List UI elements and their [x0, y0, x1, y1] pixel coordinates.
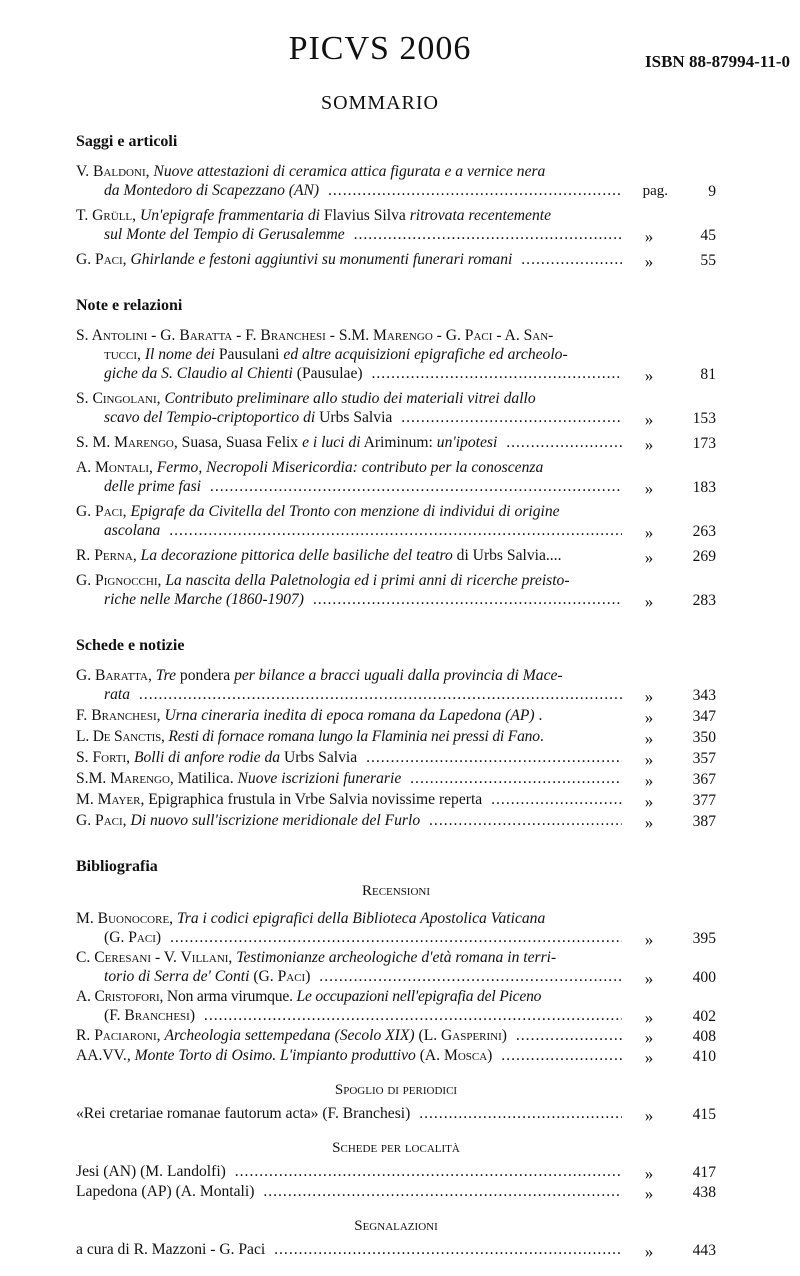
page-number: 400 — [692, 969, 716, 986]
toc-entry[interactable] — [76, 206, 716, 244]
entry-author: S. Forti, — [76, 749, 131, 766]
toc-entry[interactable] — [76, 1240, 716, 1259]
entry-title: Urna cineraria inedita di epoca romana da Lapedona (AP) — [164, 707, 535, 724]
entry-title: La decorazione pittorica delle basiliche del teatro — [140, 547, 453, 564]
entry-author: G. Paci, — [76, 812, 127, 829]
entry-title-cont: riche nelle Marche (1860-1907) — [104, 591, 304, 608]
entry-author: T. Grüll, — [76, 207, 137, 224]
page-number: 417 — [692, 1164, 716, 1181]
entry-reviewer: (G. Paci) — [104, 929, 165, 946]
entry-author: R. Paciaroni, — [76, 1027, 161, 1044]
page-number: 55 — [700, 252, 716, 269]
entry-title: Bolli di anfore rodie da — [133, 749, 281, 766]
page-mark: » — [644, 708, 654, 727]
page-mark: » — [644, 410, 654, 429]
page-number: 415 — [692, 1106, 716, 1123]
entry-title: Ghirlande e festoni aggiuntivi su monumenti funerari romani — [130, 251, 513, 268]
page-number: 153 — [692, 410, 716, 427]
entry-title-roman: «Rei cretariae romanae fautorum acta» (F. Branchesi) — [76, 1105, 414, 1122]
page-number: 387 — [692, 813, 716, 830]
page-number: 343 — [692, 687, 716, 704]
page-number: 395 — [692, 930, 716, 947]
entry-title-roman: Pausulani — [218, 346, 280, 363]
page-number: 9 — [708, 183, 716, 200]
entry-title-roman: Suasa, Suasa Felix — [181, 434, 299, 451]
page-mark: » — [644, 1242, 654, 1261]
page-number: 263 — [692, 523, 716, 540]
entry-title: Fermo, Necropoli Misericordia: contributo per la conoscenza — [156, 459, 544, 476]
entry-author: G. Pignocchi, — [76, 572, 162, 589]
entry-author: F. Branchesi, — [76, 707, 161, 724]
page-mark: » — [644, 366, 654, 385]
isbn: ISBN 88-87994-11-0 — [645, 52, 790, 71]
page-number: 438 — [692, 1184, 716, 1201]
entry-title-cont: scavo del Tempio-criptoportico di — [104, 409, 316, 426]
page-mark: » — [644, 1184, 654, 1203]
entry-title: Archeologia settempedana (Secolo XIX) — [164, 1027, 415, 1044]
toc-entry[interactable] — [76, 1162, 716, 1181]
section-heading-schede: Schede e notizie — [76, 637, 185, 654]
toc-entry[interactable] — [76, 433, 716, 452]
page-number: 357 — [692, 750, 716, 767]
journal-title: PICVS 2006 — [288, 30, 472, 67]
page-number: 183 — [692, 479, 716, 496]
page-number: 408 — [692, 1028, 716, 1045]
entry-title-roman: Ariminum: — [363, 434, 433, 451]
page-number: 377 — [692, 792, 716, 809]
page-mark: » — [644, 523, 654, 542]
entry-title: Monte Torto di Osimo. L'impianto produttivo — [134, 1047, 416, 1064]
entry-reviewer: (F. Branchesi) — [104, 1007, 199, 1024]
entry-title-cont: ascolana — [104, 522, 161, 539]
page-number: 347 — [692, 708, 716, 725]
page-mark: » — [644, 687, 654, 706]
entry-title-roman: pondera — [179, 667, 231, 684]
toc-entry[interactable] — [76, 987, 716, 1025]
toc-entry[interactable] — [76, 571, 716, 609]
page-number: 269 — [692, 548, 716, 565]
entry-title: e i luci di — [302, 434, 361, 451]
entry-title: ritrovata recentemente — [409, 207, 552, 224]
page-mark: » — [644, 813, 654, 832]
toc-entry[interactable] — [76, 748, 716, 767]
page-heading: SOMMARIO — [320, 92, 440, 114]
entry-tail: . — [539, 728, 544, 745]
page-mark: » — [644, 771, 654, 790]
entry-reviewer: (A. Mosca) — [419, 1047, 493, 1064]
page-mark: » — [644, 930, 654, 949]
toc-entry[interactable] — [76, 458, 716, 496]
page-mark: » — [644, 750, 654, 769]
page-mark: » — [644, 729, 654, 748]
toc-entry[interactable] — [76, 502, 716, 540]
section-heading-saggi: Saggi e articoli — [76, 133, 178, 150]
entry-title: ed altre acquisizioni epigrafiche ed archeolo- — [283, 346, 568, 363]
entry-author: V. Baldoni, — [76, 163, 150, 180]
toc-entry[interactable] — [76, 389, 716, 427]
page-mark: » — [644, 792, 654, 811]
page-number: 410 — [692, 1048, 716, 1065]
toc-entry[interactable] — [76, 666, 716, 704]
page-number: 81 — [700, 366, 716, 383]
page-mark: » — [644, 1028, 654, 1047]
page-mark: » — [644, 1048, 654, 1067]
entry-author: A. Cristofori, — [76, 988, 164, 1005]
page-number: 367 — [692, 771, 716, 788]
entry-title: un'ipotesi — [436, 434, 498, 451]
section-heading-note: Note e relazioni — [76, 297, 183, 314]
entry-authors: S. Antolini - G. Baratta - F. Branchesi - S.M. Marengo - G. Paci - A. San- — [76, 327, 554, 344]
entry-author: G. Paci, — [76, 251, 127, 268]
toc-entry[interactable] — [76, 162, 716, 200]
toc-entry[interactable] — [76, 706, 716, 725]
entry-title: Un'epigrafe frammentaria di — [139, 207, 321, 224]
toc-entry[interactable] — [76, 250, 716, 269]
page-mark: » — [644, 227, 654, 246]
entry-title-roman: Epigraphica frustula in Vrbe Salvia novissime reperta — [148, 791, 483, 808]
entry-author: G. Baratta, — [76, 667, 152, 684]
toc-entry[interactable] — [76, 727, 716, 746]
entry-title: Epigrafe da Civitella del Tronto con menzione di individui di origine — [130, 503, 560, 520]
entry-title: Il nome dei — [144, 346, 215, 363]
entry-author: M. Mayer, — [76, 791, 145, 808]
page-mark: » — [644, 1008, 654, 1027]
page-mark: » — [644, 252, 654, 271]
entry-author: M. Buonocore, — [76, 910, 174, 927]
entry-title: Tra i codici epigrafici della Biblioteca Apostolica Vaticana — [176, 910, 546, 927]
entry-title-roman: Flavius Silva — [323, 207, 406, 224]
entry-title-cont: da Montedoro di Scapezzano (AN) — [104, 182, 320, 199]
entry-title-cont: delle prime fasi — [104, 478, 202, 495]
entry-author: S. Cingolani, — [76, 390, 161, 407]
page-number: 45 — [700, 227, 716, 244]
page-number: 173 — [692, 435, 716, 452]
entry-author: S.M. Marengo, — [76, 770, 174, 787]
entry-title: Testimonianze archeologiche d'età romana in terri- — [236, 949, 557, 966]
entry-title-roman: Matilica. — [177, 770, 234, 787]
subheading-recensioni: Recensioni — [361, 883, 431, 899]
entry-title-roman: Urbs Salvia — [283, 749, 358, 766]
page-mark: » — [644, 1106, 654, 1125]
entry-title-cont: sul Monte del Tempio di Gerusalemme — [104, 226, 345, 243]
entry-title: Resti di fornace romana lungo la Flaminia nei pressi di Fano — [168, 728, 540, 745]
entry-title-roman: Jesi (AN) (M. Landolfi) — [76, 1163, 230, 1180]
entry-author: C. Ceresani - V. Villani, — [76, 949, 233, 966]
entry-title: Di nuovo sull'iscrizione meridionale del Furlo — [130, 812, 421, 829]
section-heading-biblio: Bibliografia — [76, 858, 158, 875]
page-number: 443 — [692, 1242, 716, 1259]
entry-title-roman: a cura di R. Mazzoni - G. Paci — [76, 1241, 269, 1258]
entry-reviewer: (L. Gasperini) — [418, 1027, 507, 1044]
entry-title-cont: torio di Serra de' Conti — [104, 968, 250, 985]
entry-title-roman: Lapedona (AP) (A. Montali) — [76, 1183, 258, 1200]
entry-title: Nuove attestazioni di ceramica attica figurata e a vernice nera — [153, 163, 546, 180]
toc-entry[interactable] — [76, 326, 716, 383]
toc-entry[interactable] — [76, 1026, 716, 1045]
entry-tail: . — [538, 707, 543, 724]
page-mark: » — [644, 435, 654, 454]
subheading-spoglio: Spoglio di periodici — [334, 1082, 458, 1098]
toc-entry[interactable] — [76, 1182, 716, 1201]
toc-entry[interactable] — [76, 1046, 716, 1065]
entry-title: Nuove iscrizioni funerarie — [237, 770, 402, 787]
table-of-contents — [76, 132, 716, 1259]
entry-title-roman: (Pausulae) — [296, 365, 363, 382]
toc-entry[interactable] — [76, 811, 716, 830]
subheading-localita: Schede per località — [332, 1140, 460, 1156]
entry-title-roman: di Urbs Salvia.... — [456, 547, 562, 564]
entry-title: per bilance a bracci uguali dalla provincia di Mace- — [234, 667, 563, 684]
entry-author: R. Perna, — [76, 547, 137, 564]
entry-author: S. M. Marengo, — [76, 434, 178, 451]
entry-title: Contributo preliminare allo studio dei materiali vitrei dallo — [164, 390, 536, 407]
entry-title-roman: Non arma virumque. — [166, 988, 293, 1005]
entry-reviewer: (G. Paci) — [253, 968, 311, 985]
entry-title-cont: rata — [104, 686, 130, 703]
toc-entry[interactable] — [76, 909, 716, 947]
entry-title: La nascita della Paletnologia ed i primi anni di ricerche preisto- — [165, 572, 570, 589]
page-mark: » — [644, 969, 654, 988]
page-mark: » — [644, 1164, 654, 1183]
page-mark: » — [644, 548, 654, 567]
entry-title: Le occupazioni nell'epigrafia del Piceno — [296, 988, 542, 1005]
entry-title-cont: giche da S. Claudio al Chienti — [104, 365, 293, 382]
toc-entry[interactable] — [76, 769, 716, 788]
page-label: pag. — [642, 183, 668, 199]
entry-author: L. De Sanctis, — [76, 728, 165, 745]
page-number: 283 — [692, 592, 716, 609]
page-number: 350 — [692, 729, 716, 746]
entry-author-cont: tucci, — [104, 346, 141, 363]
page-mark: » — [644, 592, 654, 611]
entry-title-roman: Urbs Salvia — [319, 409, 393, 426]
entry-title: Tre — [155, 667, 177, 684]
page-mark: » — [644, 479, 654, 498]
subheading-segnalazioni: Segnalazioni — [354, 1218, 438, 1234]
entry-author: AA.VV., — [76, 1047, 131, 1064]
entry-author: A. Montali, — [76, 459, 153, 476]
toc-entry[interactable] — [76, 790, 716, 809]
entry-author: G. Paci, — [76, 503, 127, 520]
toc-entry[interactable] — [76, 1104, 716, 1123]
toc-entry[interactable] — [76, 948, 716, 986]
toc-entry[interactable] — [76, 546, 716, 565]
page-number: 402 — [692, 1008, 716, 1025]
